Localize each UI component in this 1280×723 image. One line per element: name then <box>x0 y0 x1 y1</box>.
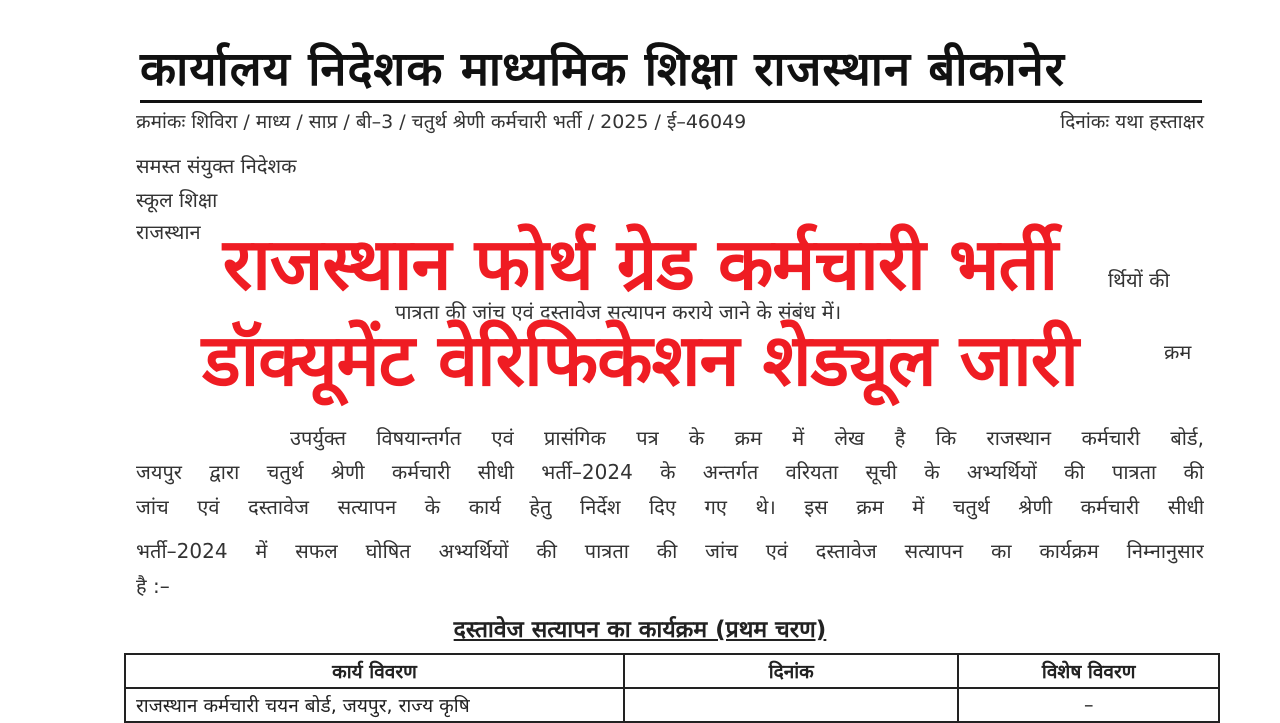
office-title: कार्यालय निदेशक माध्यमिक शिक्षा राजस्थान बीकानेर <box>140 42 1202 103</box>
date-label: दिनांकः यथा हस्ताक्षर <box>1060 111 1204 133</box>
body-line: भर्ती–2024 में सफल घोषित अभ्यर्थियों की पात्रता की जांच एवं दस्तावेज सत्यापन का कार्यक्रम निम्नानुसार <box>136 539 1204 563</box>
column-header-date: दिनांक <box>624 654 958 688</box>
schedule-title: दस्तावेज सत्यापन का कार्यक्रम (प्रथम चरण) <box>453 617 827 643</box>
body-line: है :– <box>136 574 170 598</box>
subject-line: पात्रता की जांच एवं दस्तावेज सत्यापन कराये जाने के संबंध में। <box>395 300 842 324</box>
address-line: राजस्थान <box>136 220 201 244</box>
schedule-table <box>124 653 1220 723</box>
table-row <box>125 688 1219 722</box>
body-line: जयपुर द्वारा चतुर्थ श्रेणी कर्मचारी सीधी भर्ती–2024 के अन्तर्गत वरियता सूची के अभ्यर्थियों की पात्रता की <box>136 460 1204 484</box>
subject-line-end: र्थियों की <box>1108 268 1170 292</box>
table-cell <box>624 688 958 722</box>
reference-row <box>136 108 1204 134</box>
address-line: स्कूल शिक्षा <box>136 188 218 212</box>
body-line: जांच एवं दस्तावेज सत्यापन के कार्य हेतु निर्देश दिए गए थे। इस क्रम में चतुर्थ श्रेणी कर्मचारी सीधी <box>136 495 1204 519</box>
body-line: उपर्युक्त विषयान्तर्गत एवं प्रासंगिक पत्र के क्रम में लेख है कि राजस्थान कर्मचारी बोर्ड, <box>290 426 1204 450</box>
table-cell: राजस्थान कर्मचारी चयन बोर्ड, जयपुर, राज्य कृषि <box>125 688 624 722</box>
column-header-task: कार्य विवरण <box>125 654 624 688</box>
table-header-row <box>125 654 1219 688</box>
overlay-headline-line-1: राजस्थान फोर्थ ग्रेड कर्मचारी भर्ती <box>222 222 1058 306</box>
reference-number: क्रमांकः शिविरा / माध्य / साप्र / बी–3 / चतुर्थ श्रेणी कर्मचारी भर्ती / 2025 / ई–46049 <box>136 111 747 133</box>
subject-line-end: क्रम <box>1164 340 1192 364</box>
table-cell: – <box>958 688 1219 722</box>
column-header-remarks: विशेष विवरण <box>958 654 1219 688</box>
address-line: समस्त संयुक्त निदेशक <box>136 154 297 178</box>
overlay-headline-line-2: डॉक्यूमेंट वेरिफिकेशन शेड्यूल जारी <box>202 318 1078 402</box>
